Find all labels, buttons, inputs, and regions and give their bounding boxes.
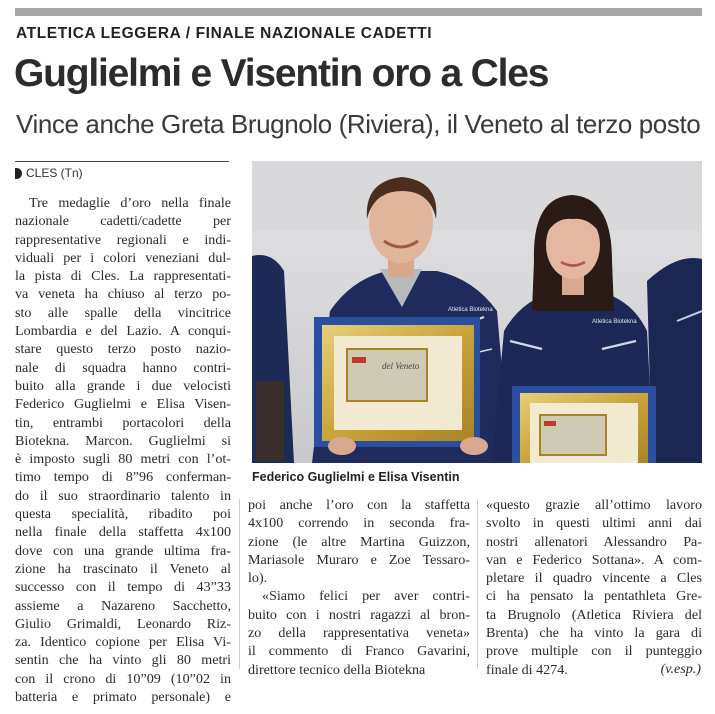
plaque-text: del Veneto <box>382 361 420 371</box>
text-line: direttore tecnico della Biotekna <box>248 661 426 678</box>
section-kicker: ATLETICA LEGGERA / FINALE NAZIONALE CADETTI <box>16 25 433 42</box>
photo-illustration <box>252 161 702 463</box>
text-line: nazionale cadetti/cadette per <box>15 213 231 230</box>
text-line: Brenta) che ha vinto la gara di <box>486 625 702 642</box>
text-line: il commento di Franco Gavarini, <box>248 643 470 660</box>
author-signature: (v.esp.) <box>660 661 701 677</box>
text-line: nostri allenatori Alessandro Pa- <box>486 533 702 550</box>
article-column-2 <box>248 496 470 679</box>
jacket-logo-right: Atletica Biotekna <box>592 319 637 325</box>
text-line: van e Federico Sottana». A com- <box>486 551 702 568</box>
article-column-1 <box>15 194 231 706</box>
jacket-logo-left: Atletica Biotekna <box>448 307 493 313</box>
text-line: buito con i nostri ragazzi al bron- <box>248 606 470 623</box>
headline: Guglielmi e Visentin oro a Cles <box>14 52 549 95</box>
text-line: Giulio Grimaldi, Leonardo Riz- <box>15 615 231 632</box>
text-line: Federico Guglielmi e Elisa Visen- <box>15 396 231 413</box>
text-line: timo tempo di 8”96 conferman- <box>15 469 231 486</box>
article-photo <box>252 161 702 463</box>
text-line: sto alle spalle della vincitrice <box>15 304 231 321</box>
photo-caption: Federico Guglielmi e Elisa Visentin <box>252 470 460 484</box>
column-divider <box>477 499 478 669</box>
dateline-text: CLES (Tn) <box>26 166 83 180</box>
text-line: svolto in questi ultimi anni dai <box>486 515 702 532</box>
text-line: «Siamo felici per aver contri- <box>262 588 470 605</box>
text-line: viduali per i colori veneziani dul- <box>15 249 231 266</box>
text-line: successo con il tempo di 43”33 <box>15 579 231 596</box>
text-line: nale di squadra hanno contri- <box>15 359 231 376</box>
text-line: zione ha trascinato il Veneto al <box>15 560 231 577</box>
text-line: batteria e primato personale) e <box>15 689 231 706</box>
text-line: zione (le altre Martina Guizzon, <box>248 533 470 550</box>
text-line: pletare il quadro vincente a Cles <box>486 570 702 587</box>
text-line: questa specialità, ribadito poi <box>15 506 231 523</box>
subheadline: Vince anche Greta Brugnolo (Riviera), il Veneto al terzo posto <box>16 109 701 139</box>
text-line: zo della rappresentativa veneta» <box>248 625 470 642</box>
text-line: «questo grazie all’ottimo lavoro <box>486 497 702 513</box>
column-divider <box>239 499 240 669</box>
text-line: è imposto sugli 80 metri con l’ot- <box>15 451 231 468</box>
dateline <box>15 166 83 180</box>
text-line: la pista di Cles. La rappresentati- <box>15 268 231 285</box>
text-line: nella finale della staffetta 4x100 <box>15 524 231 541</box>
text-line: dove con una grande ultima fra- <box>15 542 231 559</box>
text-line: con il crono di 10”09 (10”02 in <box>15 670 231 687</box>
text-line: ci ha pensato la pentathleta Gre- <box>486 588 702 605</box>
text-line: buito alla grande i due velocisti <box>15 377 231 394</box>
text-line: assieme a Nazareno Sacchetto, <box>15 597 231 614</box>
text-line: Lombardia e del Lazio. A conqui- <box>15 323 231 340</box>
text-line: tin, entrambi portacolori della <box>15 414 231 431</box>
text-line: finale di 4274. <box>486 661 568 678</box>
dateline-rule <box>15 161 229 162</box>
text-line: Tre medaglie d’oro nella finale <box>29 195 231 211</box>
text-line: za. Identico copione per Elisa Vi- <box>15 634 231 651</box>
text-line: stare questo terzo posto nazio- <box>15 341 231 358</box>
dateline-marker-icon <box>15 168 22 179</box>
text-line: ta Brugnolo (Atletica Riviera del <box>486 606 702 623</box>
text-line: sentin che ha vinto gli 80 metri <box>15 652 231 669</box>
top-rule <box>15 8 702 16</box>
text-line: poi anche l’oro con la staffetta <box>248 497 470 513</box>
text-line: prove multiple con il punteggio <box>486 643 702 660</box>
article-column-3 <box>486 496 702 679</box>
text-line: Mariasole Muraro e Zoe Tessaro- <box>248 551 470 568</box>
text-line: rappresentative regionali e indi- <box>15 231 231 248</box>
text-line: Biotekna. Marcon. Guglielmi si <box>15 432 231 449</box>
text-line: do il suo straordinario talento in <box>15 487 231 504</box>
text-line: va veneta ha chiuso al terzo po- <box>15 286 231 303</box>
text-line: 4x100 correndo in seconda fra- <box>248 515 470 532</box>
text-line: lo). <box>248 570 268 587</box>
